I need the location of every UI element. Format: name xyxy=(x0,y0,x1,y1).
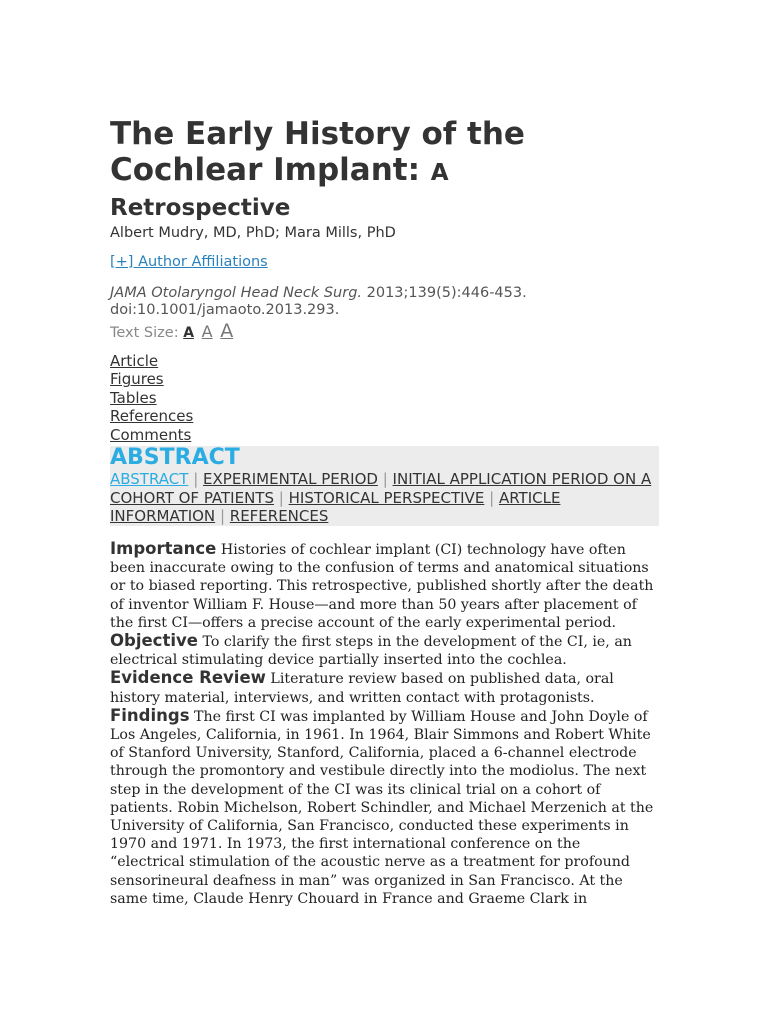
section-jump-nav xyxy=(110,470,655,526)
nav-separator: | xyxy=(489,488,495,507)
jump-link-article-information[interactable]: ARTICLE INFORMATION xyxy=(110,488,561,525)
citation-journal: JAMA Otolaryngol Head Neck Surg. xyxy=(110,285,363,301)
tab-article[interactable]: Article xyxy=(110,352,159,370)
abstract-heading: ABSTRACT xyxy=(110,445,240,470)
jump-link-experimental-period[interactable]: EXPERIMENTAL PERIOD xyxy=(203,470,378,488)
section-label: Objective xyxy=(110,631,198,651)
abstract-body xyxy=(110,540,658,908)
abstract-section-objective xyxy=(110,632,658,669)
nav-separator: | xyxy=(193,470,199,488)
abstract-section-findings xyxy=(110,707,658,908)
text-size-medium-button[interactable]: A xyxy=(201,322,213,341)
section-text: To clarify the first steps in the development of the CI, ie, an electrical stimulating device partially inserted into the cochlea. xyxy=(110,634,632,669)
text-size-label: Text Size: xyxy=(110,325,179,341)
title-subtitle: Retrospective xyxy=(110,195,291,221)
jump-link-abstract[interactable]: ABSTRACT xyxy=(110,470,189,488)
tab-comments[interactable]: Comments xyxy=(110,425,192,444)
citation-details: 2013;139(5):446-453. doi:10.1001/jamaoto.2013.293. xyxy=(110,285,527,318)
abstract-section-importance xyxy=(110,540,658,632)
text-size-control xyxy=(110,320,236,342)
tab-references[interactable]: References xyxy=(110,407,194,426)
section-label: Evidence Review xyxy=(110,668,266,688)
title-subtitle-a: A xyxy=(430,160,449,186)
text-size-small-button[interactable]: A xyxy=(183,325,195,341)
nav-separator: | xyxy=(219,507,225,525)
author-affiliations-link[interactable]: [+] Author Affiliations xyxy=(110,254,268,270)
article-title xyxy=(110,116,658,225)
title-main: The Early History of the Cochlear Implant: xyxy=(110,116,525,188)
section-text: Literature review based on published data, oral history material, interviews, and written contact with protagonists. xyxy=(110,671,614,706)
section-label: Findings xyxy=(110,705,190,725)
citation xyxy=(110,285,560,319)
section-label: Importance xyxy=(110,539,217,558)
section-text: The first CI was implanted by William House and John Doyle of Los Angeles, California, in 1961. In 1964, Blair Simmons and Robert White of Stanford University, Stanford, California, placed a 6-channel electrode through the promontory and vestibule directly into the modiolus. The next step in the development of the CI was its clinical trial on a cohort of patients. Robin Michelson, Robert Schindler, and Michael Merzenich at the University of California, San Francisco, conducted these experiments in 1970 and 1971. In 1973, the first international conference on the “electrical stimulation of the acoustic nerve as a treatment for profound sensorineural deafness in man” was organized in San Francisco. At the same time, Claude Henry Chouard in France and Graeme Clark in xyxy=(110,708,654,907)
section-text: Histories of cochlear implant (CI) technology have often been inaccurate owing to the confusion of terms and anatomical situations or to biased reporting. This retrospective, published shortly after the death of inventor William F. House—and more than 50 years after placement of the first CI—offers a precise account of the early experimental period. xyxy=(110,542,654,631)
text-size-large-button[interactable]: A xyxy=(220,320,234,342)
tab-figures[interactable]: Figures xyxy=(110,370,164,389)
author-list: Albert Mudry, MD, PhD; Mara Mills, PhD xyxy=(110,225,396,241)
tab-tables[interactable]: Tables xyxy=(110,388,157,407)
jump-link-references[interactable]: REFERENCES xyxy=(229,507,329,525)
jump-link-initial-application[interactable]: INITIAL APPLICATION PERIOD ON A COHORT OF PATIENTS xyxy=(110,470,652,507)
abstract-section-evidence-review xyxy=(110,669,658,706)
jump-link-historical-perspective[interactable]: HISTORICAL PERSPECTIVE xyxy=(288,488,485,507)
abstract-header xyxy=(110,446,659,526)
nav-separator: | xyxy=(278,488,284,507)
nav-separator: | xyxy=(382,470,388,488)
article-tabs xyxy=(110,352,193,444)
